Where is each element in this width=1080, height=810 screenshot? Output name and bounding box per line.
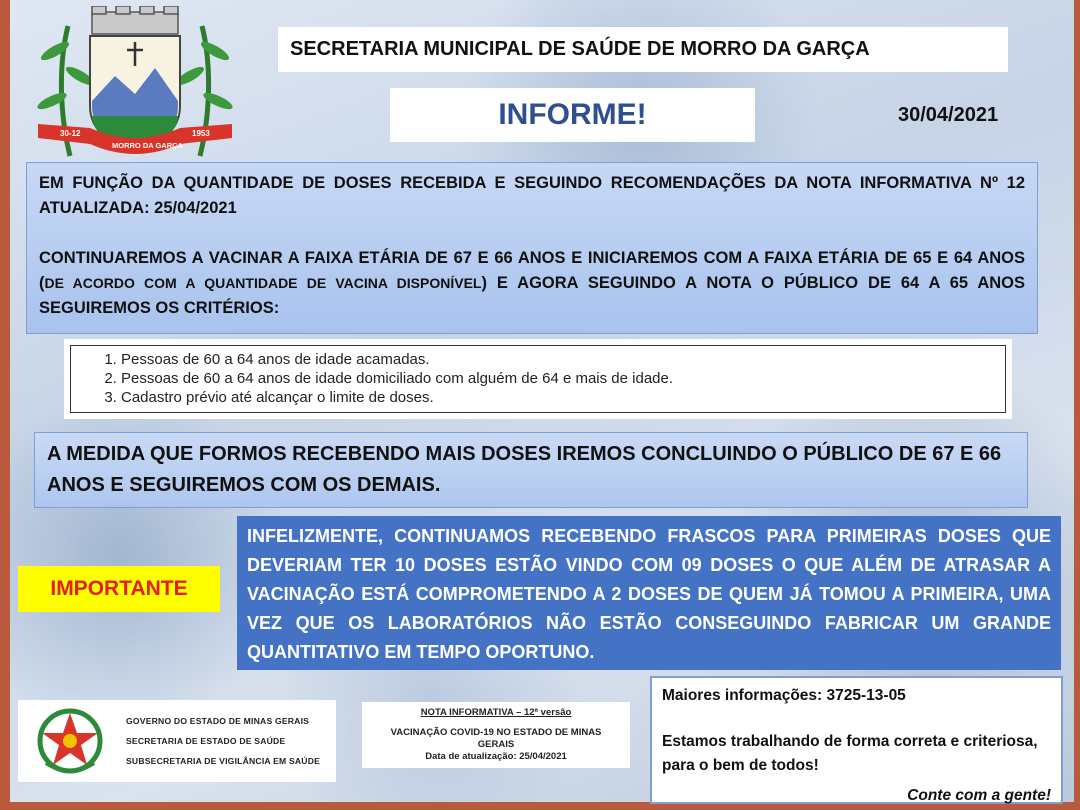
- intro-paragraph-2: [39, 246, 1025, 321]
- informe-heading: INFORME!: [390, 88, 755, 142]
- government-line-2: SECRETARIA DE ESTADO DE SAÚDE: [126, 736, 286, 746]
- government-line-3: SUBSECRETARIA DE VIGILÂNCIA EM SAÚDE: [126, 756, 321, 766]
- nota-title: NOTA INFORMATIVA – 12ª versão: [420, 707, 572, 718]
- intro-paragraph-2-end: ) E AGORA SEGUINDO A NOTA O PÚBLICO DE 64 A 65 ANOS SEGUIREMOS OS CRITÉRIOS:: [39, 274, 1025, 317]
- nota-informativa-box: [362, 702, 630, 768]
- right-frame-border: [1074, 0, 1080, 810]
- criteria-item: 3. Cadastro prévio até alcançar o limite de doses.: [121, 388, 995, 407]
- notice-box: A MEDIDA QUE FORMOS RECEBENDO MAIS DOSES IREMOS CONCLUINDO O PÚBLICO DE 67 E 66 ANOS E SEGUIREMOS COM OS DEMAIS.: [34, 432, 1028, 508]
- left-frame-border: [0, 0, 10, 810]
- criteria-panel: [64, 339, 1012, 419]
- criteria-list: [81, 350, 995, 407]
- intro-paragraph-1: EM FUNÇÃO DA QUANTIDADE DE DOSES RECEBIDA E SEGUINDO RECOMENDAÇÕES DA NOTA INFORMATIVA Nº 12 ATUALIZADA: 25/04/2021: [39, 174, 1025, 217]
- closing-signature: Conte com a gente!: [907, 787, 1051, 804]
- contact-message: Estamos trabalhando de forma correta e criteriosa, para o bem de todos!: [662, 733, 1038, 774]
- government-logo-box: [18, 700, 336, 782]
- government-lines: [126, 711, 320, 771]
- criteria-item: 1. Pessoas de 60 a 64 anos de idade acamadas.: [121, 350, 995, 369]
- municipal-coat-of-arms-icon: [30, 6, 240, 166]
- intro-box: [26, 162, 1038, 334]
- contact-phone: Maiores informações: 3725-13-05: [662, 687, 906, 704]
- criteria-list-frame: [70, 345, 1006, 413]
- secretaria-title: SECRETARIA MUNICIPAL DE SAÚDE DE MORRO DA GARÇA: [278, 27, 1008, 72]
- intro-paragraph-2-note: DE ACORDO COM A QUANTIDADE DE VACINA DISPONÍVEL: [44, 275, 482, 291]
- intro-paragraph-2-start: CONTINUAREMOS A VACINAR A FAIXA ETÁRIA DE 67 E 66 ANOS E INICIAREMOS COM A FAIXA ETÁRIA DE 65 E 64 ANOS (: [39, 249, 1025, 292]
- important-text-box: INFELIZMENTE, CONTINUAMOS RECEBENDO FRASCOS PARA PRIMEIRAS DOSES QUE DEVERIAM TER 10 DOSES ESTÃO VINDO COM 09 DOSES O QUE ALÉM DE ATRASAR A VACINAÇÃO ESTÁ COMPROMETENDO A 2 DOSES DE QUEM JÁ TOMOU A PRIMEIRA, UMA VEZ QUE OS LABORATÓRIOS NÃO ESTÃO CONSEGUINDO FABRICAR UM GRANDE QUANTITATIVO EM TEMPO OPORTUNO.: [237, 516, 1061, 670]
- nota-subtitle: VACINAÇÃO COVID-19 NO ESTADO DE MINAS GERAIS: [390, 727, 602, 750]
- nota-date: Data de atualização: 25/04/2021: [425, 751, 567, 762]
- contact-info-box: [650, 676, 1063, 804]
- crest-motto: MORRO DA GARÇA: [112, 141, 183, 150]
- important-label: IMPORTANTE: [18, 566, 220, 612]
- crest-year-left: 30-12: [60, 129, 81, 138]
- criteria-item: 2. Pessoas de 60 a 64 anos de idade domiciliado com alguém de 64 e mais de idade.: [121, 369, 995, 388]
- minas-gerais-emblem-icon: [32, 705, 108, 777]
- publication-date: 30/04/2021: [898, 104, 999, 126]
- crest-year-right: 1953: [192, 129, 210, 138]
- government-line-1: GOVERNO DO ESTADO DE MINAS GERAIS: [126, 716, 310, 726]
